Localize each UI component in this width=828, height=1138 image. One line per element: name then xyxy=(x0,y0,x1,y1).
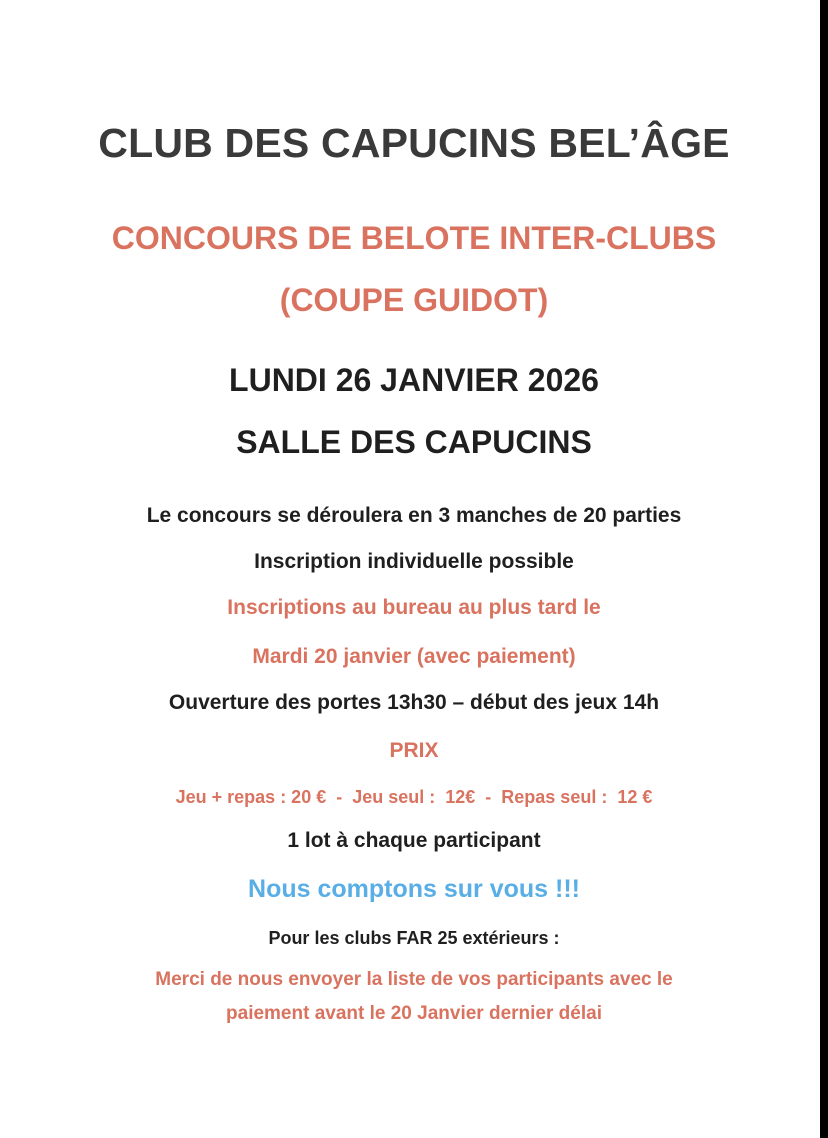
slogan-text: Nous comptons sur vous !!! xyxy=(248,875,580,903)
gift-text: 1 lot à chaque participant xyxy=(287,829,541,852)
individual-registration-text: Inscription individuelle possible xyxy=(254,550,574,573)
event-name-line2: (COUPE GUIDOT) xyxy=(279,282,549,318)
club-title: CLUB DES CAPUCINS BEL’ÂGE xyxy=(98,120,730,166)
prices-heading: PRIX xyxy=(389,739,439,762)
schedule-text: Ouverture des portes 13h30 – début des jeux 14h xyxy=(168,691,660,714)
external-clubs-message-line2: paiement avant le 20 Janvier dernier délai xyxy=(226,1003,602,1024)
prices-line: Jeu + repas : 20 € - Jeu seul : 12€ - Repas seul : 12 € xyxy=(175,787,653,807)
registration-deadline-line1: Inscriptions au bureau au plus tard le xyxy=(227,596,601,619)
event-name-line1: CONCOURS DE BELOTE INTER-CLUBS xyxy=(111,220,717,256)
format-text: Le concours se déroulera en 3 manches de 20 parties xyxy=(146,504,682,527)
event-venue: SALLE DES CAPUCINS xyxy=(236,424,592,460)
event-date: LUNDI 26 JANVIER 2026 xyxy=(229,362,599,398)
registration-deadline-line2: Mardi 20 janvier (avec paiement) xyxy=(252,645,576,668)
external-clubs-message-line1: Merci de nous envoyer la liste de vos participants avec le xyxy=(155,969,673,990)
external-clubs-heading: Pour les clubs FAR 25 extérieurs : xyxy=(268,928,560,948)
